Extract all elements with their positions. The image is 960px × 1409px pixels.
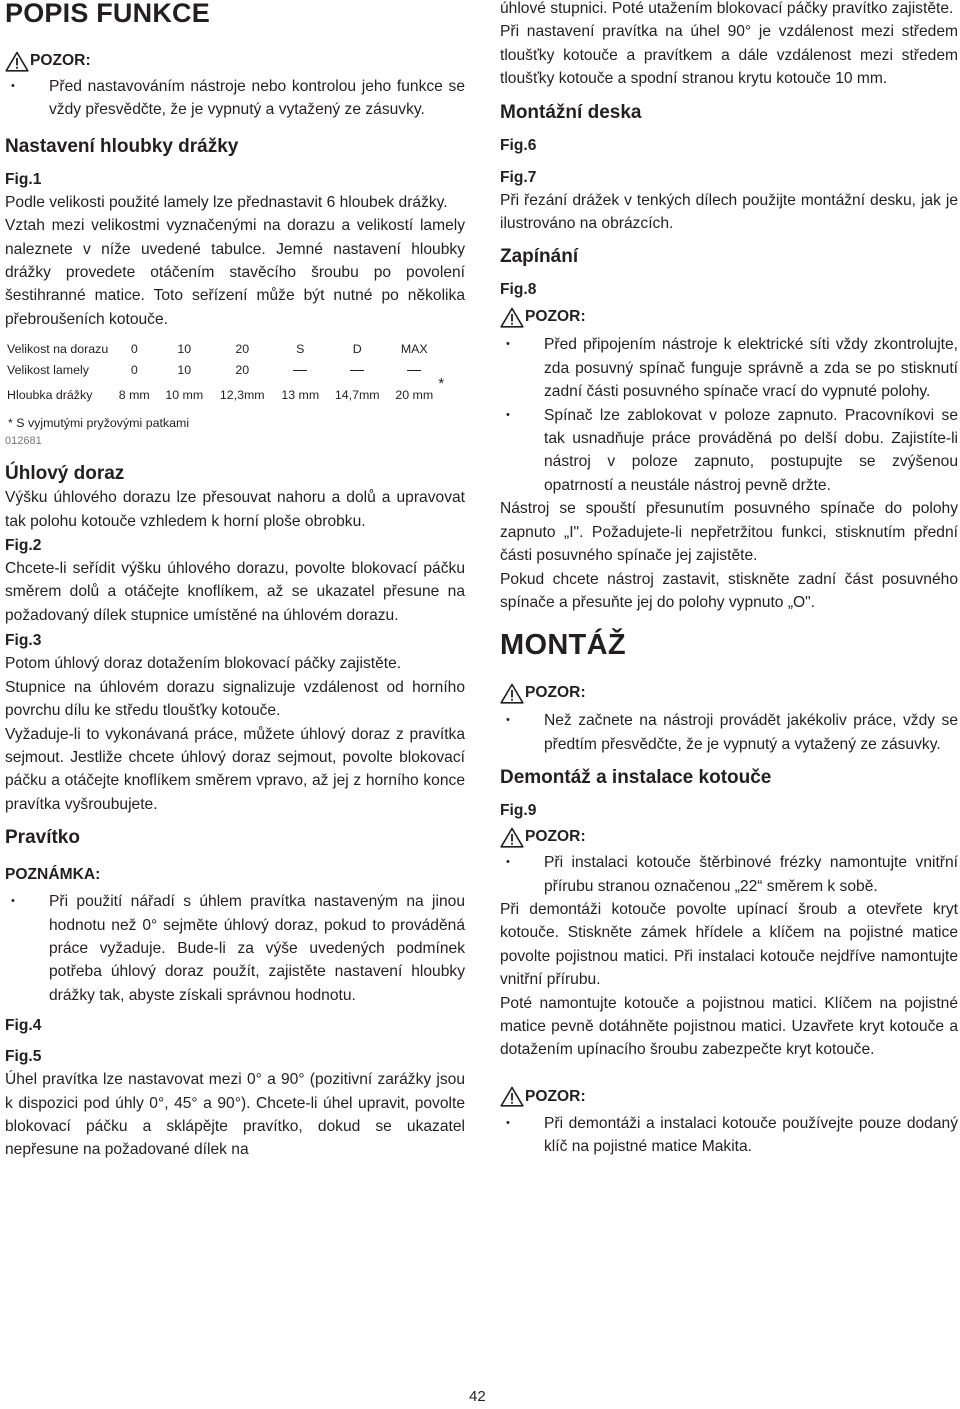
fig-label: Fig.6	[500, 136, 537, 154]
section-heading-angle: Úhlový doraz	[5, 463, 125, 485]
fig-label: Fig.5	[5, 1048, 42, 1066]
table-row	[5, 338, 442, 359]
caution-heading	[500, 825, 958, 849]
caution-label: POZOR:	[525, 308, 586, 326]
section-heading-depth: Nastavení hloubky drážky	[5, 135, 239, 157]
warning-triangle-icon	[500, 683, 524, 704]
paragraph: Pokud chcete nástroj zastavit, stiskněte zadní část posuvného spínače a přesuňte jej do polohy vypnuto „O".	[500, 570, 958, 611]
fig-label: Fig.8	[500, 281, 537, 299]
paragraph: Vyžaduje-li to vykonávaná práce, můžete úhlový doraz z pravítka sejmout. Jestliže chcete úhlový doraz sejmout, povolte blokovací páčku a otáčejte knoflíkem směrem vpravo, až jej z horního konce pravítka vyšroubujete.	[5, 725, 465, 813]
caution-bullet: • Při instalaci kotouče štěrbinové frézky namontujte vnitřní přírubu stranou označenou „22“ směrem k sobě.	[500, 851, 958, 898]
table-cell: 20	[235, 362, 250, 377]
depth-table-wrapper	[5, 338, 453, 410]
table-row	[5, 380, 442, 410]
table-cell: Hloubka drážky	[7, 388, 93, 403]
note-bullet: • Při použití nářadí s úhlem pravítka nastaveným na jinou hodnotu než 0° sejměte úhlový doraz, pokud to prováděná práce vyžaduje. Bude-li za výše uvedených podmínek potřeba úhlový doraz použít, zajistěte nastavení hloubky drážky tak, abyste získali správnou hodnotu.	[5, 890, 465, 1007]
table-cell: 13 mm	[281, 388, 320, 403]
table-cell	[386, 359, 442, 380]
section-heading-switch: Zapínání	[500, 246, 579, 268]
caution-heading	[500, 1085, 958, 1109]
paragraph: Při řezání drážek v tenkých dílech použijte montážní desku, jak je ilustrováno na obrázcích.	[500, 191, 958, 233]
warning-triangle-icon	[5, 51, 29, 72]
caution-bullet: • Před nastavováním nástroje nebo kontrolou jeho funkce se vždy přesvědčte, že je vypnutý a vytažený ze zásuvky.	[5, 75, 465, 122]
caution-label: POZOR:	[525, 684, 586, 702]
fig-label: Fig.3	[5, 632, 42, 650]
caution-label: POZOR:	[525, 1087, 586, 1105]
caution-bullet: • Než začnete na nástroji provádět jakékoliv práce, vždy se předtím přesvědčte, že je vypnutý a vytažený ze zásuvky.	[500, 709, 958, 756]
table-cell	[272, 359, 328, 380]
caution-heading	[5, 49, 465, 73]
warning-triangle-icon	[500, 307, 524, 328]
warning-triangle-icon	[500, 1086, 524, 1107]
fig-label: Fig.4	[5, 1017, 42, 1035]
table-cell: 0	[130, 362, 138, 377]
paragraph: Při nastavení pravítka na úhel 90° je vzdálenost mezi středem tloušťky kotouče a pravítkem a dále vzdálenost mezi středem tloušťky kotouče a spodní stranou krytu kotouče 10 mm.	[500, 23, 958, 88]
paragraph: úhlové stupnici. Poté utažením blokovací páčky pravítko zajistěte.	[500, 0, 954, 17]
section-heading-blade: Demontáž a instalace kotouče	[500, 767, 772, 789]
table-cell: 20	[235, 341, 250, 356]
dash-mark	[350, 370, 364, 371]
table-cell: 14,7mm	[334, 388, 380, 403]
dash-mark	[407, 370, 421, 371]
table-cell: D	[352, 341, 362, 356]
fig-label: Fig.7	[500, 168, 537, 186]
paragraph: Podle velikosti použité lamely lze přednastavit 6 hloubek drážky.	[5, 193, 448, 211]
page-number: 42	[469, 1388, 486, 1405]
warning-triangle-icon	[500, 827, 524, 848]
cell-value: 20 mm	[395, 388, 434, 403]
dash-mark	[293, 370, 307, 371]
table-cell: Velikost na dorazu	[7, 341, 109, 356]
table-row	[5, 359, 442, 380]
note-label: POZNÁMKA:	[5, 866, 101, 884]
paragraph: Poté namontujte kotouče a pojistnou matici. Klíčem na pojistné matice pevně dotáhněte pojistnou matici. Uzavřete kryt kotouče a dotažením upínacího šroubu zabezpečte kryt kotouče.	[500, 994, 958, 1059]
paragraph: Potom úhlový doraz dotažením blokovací páčky zajistěte.	[5, 655, 402, 673]
section-heading-assembly: MONTÁŽ	[500, 629, 626, 662]
table-cell: 10	[177, 341, 192, 356]
caution-label: POZOR:	[525, 828, 586, 846]
left-column	[5, 0, 465, 1162]
paragraph: Vztah mezi velikostmi vyznačenými na dorazu a velikostí lamely naleznete v níže uvedené tabulce. Jemné nastavení hloubky drážky provedete otáčením stavěcího šroubu po povolení šestihranné matice. Toto seřízení může být nutné po několika přebroušeních kotouče.	[5, 217, 465, 328]
paragraph: Úhel pravítka lze nastavovat mezi 0° a 90° (pozitivní zarážky jsou k dispozici pod úhly 0°, 45° a 90°). Chcete-li úhel upravit, povolte blokovací páčku a sklápějte pravítko, dokud se ukazatel nepřesune na požadované dílek na	[5, 1071, 465, 1159]
paragraph: Výšku úhlového dorazu lze přesouvat nahoru a dolů a upravovat tak polohu kotouče vzhledem k horní ploše obrobku.	[5, 489, 465, 530]
paragraph: Stupnice na úhlovém dorazu signalizuje vzdálenost od horního povrchu dílu ke středu tloušťky kotouče.	[5, 678, 465, 720]
caution-heading	[500, 681, 958, 705]
paragraph: Při demontáži kotouče povolte upínací šroub a otevřete kryt kotouče. Stiskněte zámek hřídele a klíčem na pojistné matice povolte pojistnou matici. Při instalaci kotouče nejdříve namontujte vnitřní přírubu.	[500, 900, 958, 989]
table-cell: 10	[177, 362, 192, 377]
table-cell: 8 mm	[118, 388, 150, 403]
table-cell	[328, 359, 386, 380]
page-title: POPIS FUNKCE	[5, 0, 210, 28]
fig-label: Fig.9	[500, 802, 537, 820]
depth-table	[5, 338, 445, 410]
section-heading-plate: Montážní deska	[500, 101, 642, 123]
fig-label: Fig.2	[5, 537, 42, 555]
caution-heading	[500, 305, 958, 329]
right-column	[500, 0, 958, 1159]
table-cell: S	[296, 341, 305, 356]
table-cell: MAX	[400, 341, 428, 356]
table-cell: 0	[130, 341, 138, 356]
asterisk-mark: *	[438, 375, 445, 393]
table-cell	[386, 375, 445, 410]
caution-bullet: • Při demontáži a instalaci kotouče používejte pouze dodaný klíč na pojistné matice Makita.	[500, 1112, 958, 1159]
table-cell: 10 mm	[165, 388, 204, 403]
table-footnote: * S vyjmutými pryžovými patkami	[8, 416, 190, 431]
section-heading-ruler: Pravítko	[5, 827, 80, 849]
table-cell: 12,3mm	[219, 388, 265, 403]
caution-label: POZOR:	[30, 52, 91, 69]
table-cell: Velikost lamely	[7, 362, 89, 377]
paragraph: Nástroj se spouští přesunutím posuvného spínače do polohy zapnuto „I". Požadujete-li nepřetržitou funkci, stisknutím přední části posuvného spínače jej zajistěte.	[500, 500, 958, 565]
paragraph: Chcete-li seřídit výšku úhlového dorazu, povolte blokovací páčku směrem dolů a otáčejte knoflíkem, až se ukazatel přesune na požadovaný dílek stupnice umístěné na úhlovém dorazu.	[5, 560, 465, 624]
figure-code: 012681	[5, 435, 42, 448]
caution-bullet: • Před připojením nástroje k elektrické síti vždy zkontrolujte, zda posuvný spínač funguje správně a zda se po stisknutí zadní části posuvného spínače vrací do vypnuté polohy.	[500, 333, 958, 403]
fig-label: Fig.1	[5, 170, 42, 188]
caution-bullet: • Spínač lze zablokovat v poloze zapnuto. Pracovníkovi se tak usnadňuje práce prováděná po delší dobu. Zajistíte-li nástroj v poloze zapnuto, postupujte se zvýšenou opatrností a neustále nástroj pevně držte.	[500, 404, 958, 498]
